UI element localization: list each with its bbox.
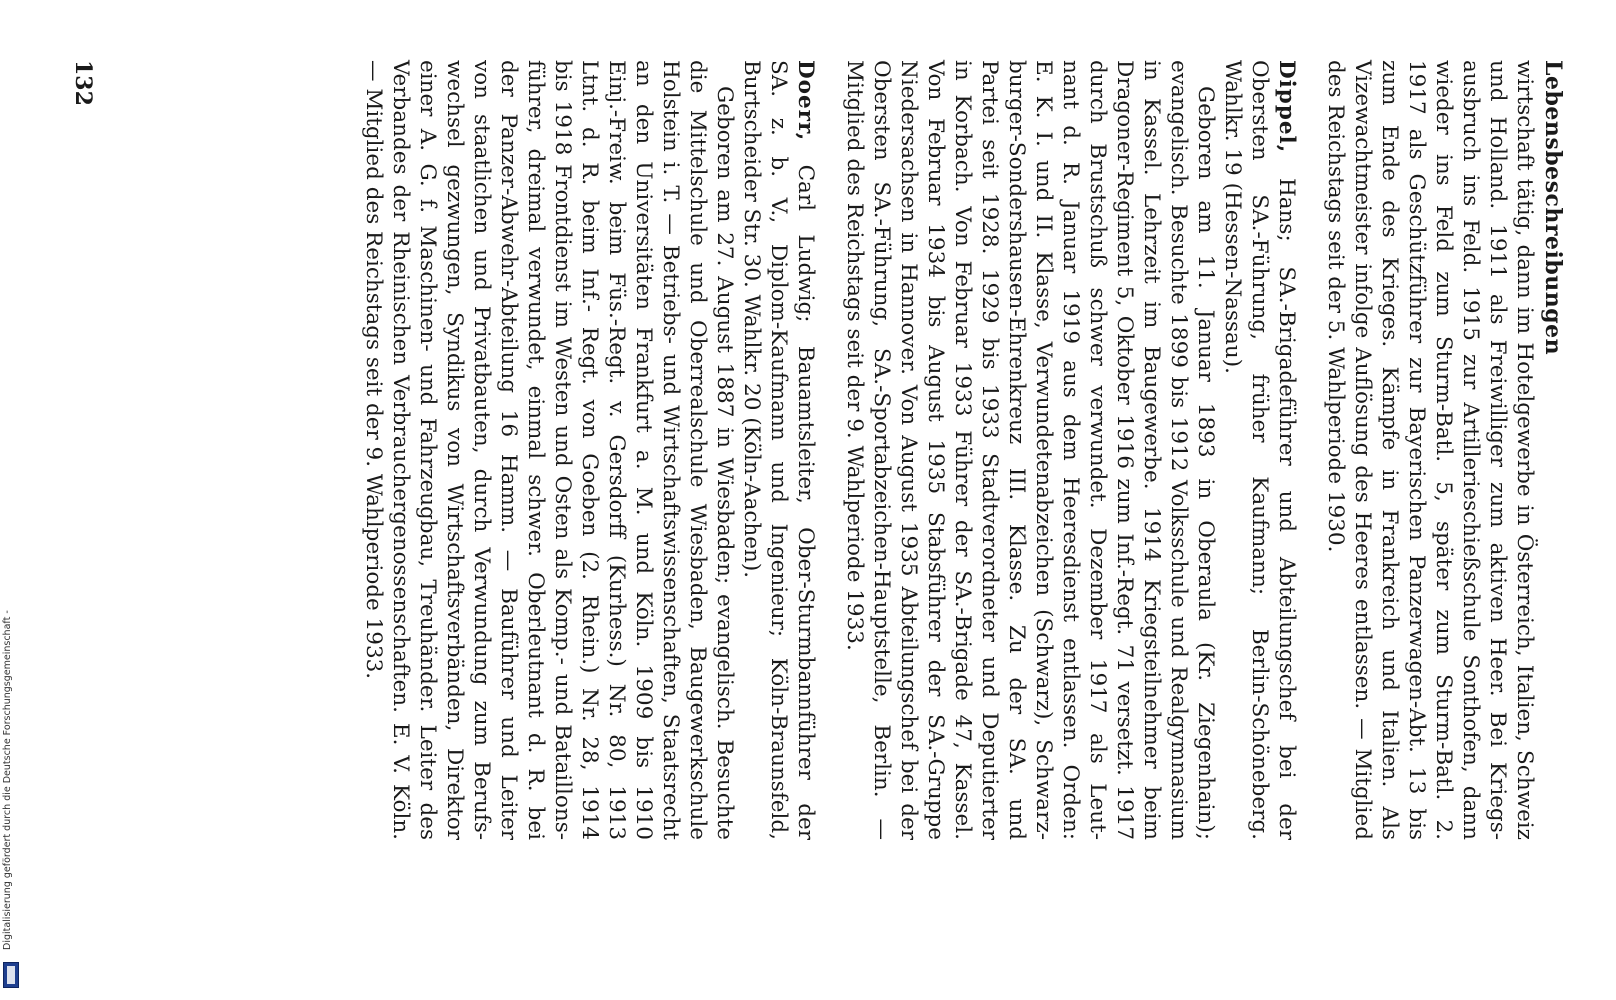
text-line: durch Brustschuß schwer verwundet. Dezember 1917 als Leut-: [1085, 60, 1110, 840]
text-line: Obersten SA.-Führung, SA.-Sportabzeichen-Hauptstelle, Berlin. —: [869, 60, 894, 840]
text-line: 1917 als Geschützführer zur Bayerischen Panzerwagen-Abt. 13 bis: [1404, 60, 1429, 840]
text-line: Verbandes der Rheinischen Verbrauchergenossenschaften. E. V. Köln.: [388, 60, 413, 840]
entry-header-text: Carl Ludwig; Bauamtsleiter, Ober-Sturmbannführer der: [793, 164, 818, 840]
text-line: [1273, 60, 1300, 840]
text-line: bis 1918 Frontdienst im Westen und Osten als Komp.- und Bataillons-: [550, 60, 575, 840]
text-line: Niedersachsen in Hannover. Von August 1935 Abteilungschef bei der: [896, 60, 921, 840]
text-line: in Korbach. Von Februar 1933 Führer der SA.-Brigade 47, Kassel.: [950, 60, 975, 840]
biography-entry-dippel: [841, 60, 1300, 840]
text-line: wirtschaft tätig, dann im Hotelgewerbe in Österreich, Italien, Schweiz: [1512, 60, 1537, 840]
text-line: Einj.-Freiw. beim Füs.-Regt. v. Gersdorff (Kurhess.) Nr. 80, 1913: [604, 60, 629, 840]
text-line: ausbruch ins Feld. 1915 zur Artillerieschießschule Sonthofen, dann: [1458, 60, 1483, 840]
text-line: Partei seit 1928. 1929 bis 1933 Stadtverordneter und Deputierter: [977, 60, 1002, 840]
text-line: von staatlichen und Privatbauten, durch Verwundung zum Berufs-: [469, 60, 494, 840]
text-line: E. K. I. und II. Klasse, Verwundetenabzeichen (Schwarz), Schwarz-: [1031, 60, 1056, 840]
entry-name: Dippel,: [1274, 60, 1299, 154]
text-line: der Panzer-Abwehr-Abteilung 16 Hamm. — Bauführer und Leiter: [496, 60, 521, 840]
text-line: SA. z. b. V., Diplom-Kaufmann und Ingenieur; Köln-Braunsfeld,: [766, 60, 791, 840]
text-line: [792, 60, 819, 840]
page-number: 132: [70, 60, 96, 106]
dfg-logo-mark: [7, 966, 15, 984]
text-line: Burtscheider Str. 30. Wahlkr. 20 (Köln-Aachen).: [739, 60, 764, 579]
text-line: in Kassel. Lehrzeit im Baugewerbe. 1914 Kriegsteilnehmer beim: [1139, 60, 1164, 840]
text-line: Vizewachtmeister infolge Auflösung des Heeres entlassen. — Mitglied: [1350, 60, 1375, 840]
text-line: Ltnt. d. R. beim Inf.- Regt. von Goeben (2. Rhein.) Nr. 28, 1914: [577, 60, 602, 840]
text-line: Von Februar 1934 bis August 1935 Stabsführer der SA.-Gruppe: [923, 60, 948, 840]
text-line: führer, dreimal verwundet, einmal schwer. Oberleutnant d. R. bei: [523, 60, 548, 840]
text-line: evangelisch. Besuchte 1899 bis 1912 Volksschule und Realgymnasium: [1166, 60, 1191, 840]
page-body: [338, 60, 1538, 840]
text-line: zum Ende des Krieges. Kämpfe in Frankreich und Italien. Als: [1377, 60, 1402, 840]
digitization-note: [0, 590, 22, 1000]
text-line: Geboren am 11. Januar 1893 in Oberaula (Kr. Ziegenhain);: [1193, 86, 1218, 840]
text-line: Wahlkr. 19 (Hessen-Nassau).: [1220, 60, 1245, 374]
text-line: des Reichstags seit der 5. Wahlperiode 1930.: [1323, 60, 1348, 553]
text-line: die Mittelschule und Oberrealschule Wiesbaden, Baugewerkschule: [685, 60, 710, 840]
text-line: Mitglied des Reichstags seit der 9. Wahlperiode 1933.: [842, 60, 867, 651]
text-line: und Holland. 1911 als Freiwilliger zum aktiven Heer. Bei Kriegs-: [1485, 60, 1510, 840]
biography-entry-doerr: [360, 60, 819, 840]
biography-entry-continuation: [1322, 60, 1538, 840]
text-line: wieder ins Feld zum Sturm-Batl. 5, später zum Sturm-Batl. 2.: [1431, 60, 1456, 840]
text-line: Obersten SA.-Führung, früher Kaufmann; Berlin-Schöneberg.: [1247, 60, 1272, 840]
text-line: Dragoner-Regiment 5, Oktober 1916 zum Inf.-Regt. 71 versetzt. 1917: [1112, 60, 1137, 840]
dfg-logo-icon: [3, 962, 19, 988]
text-line: wechsel gezwungen, Syndikus von Wirtschaftsverbänden, Direktor: [442, 60, 467, 840]
text-line: — Mitglied des Reichstags seit der 9. Wahlperiode 1933.: [361, 60, 386, 680]
text-line: an den Universitäten Frankfurt a. M. und Köln. 1909 bis 1910: [631, 60, 656, 840]
text-line: Holstein i. T. — Betriebs- und Wirtschaftswissenschaften, Staatsrecht: [658, 60, 683, 840]
text-line: Geboren am 27. August 1887 in Wiesbaden; evangelisch. Besuchte: [712, 86, 737, 840]
text-line: burger-Sondershausen-Ehrenkreuz III. Klasse. Zu der SA. und: [1004, 60, 1029, 840]
entry-header-text: Hans; SA.-Brigadeführer und Abteilungschef bei der: [1274, 178, 1299, 840]
text-line: einer A. G. f. Maschinen- und Fahrzeugbau, Treuhänder. Leiter des: [415, 60, 440, 840]
entry-name: Doerr,: [793, 60, 818, 142]
text-line: nant d. R. Januar 1919 aus dem Heeresdienst entlassen. Orden:: [1058, 60, 1083, 840]
digitization-note-text: Digitalisierung gefördert durch die Deutsche Forschungsgemeinschaft -: [2, 610, 13, 950]
running-head: Lebensbeschreibungen: [1540, 60, 1566, 356]
